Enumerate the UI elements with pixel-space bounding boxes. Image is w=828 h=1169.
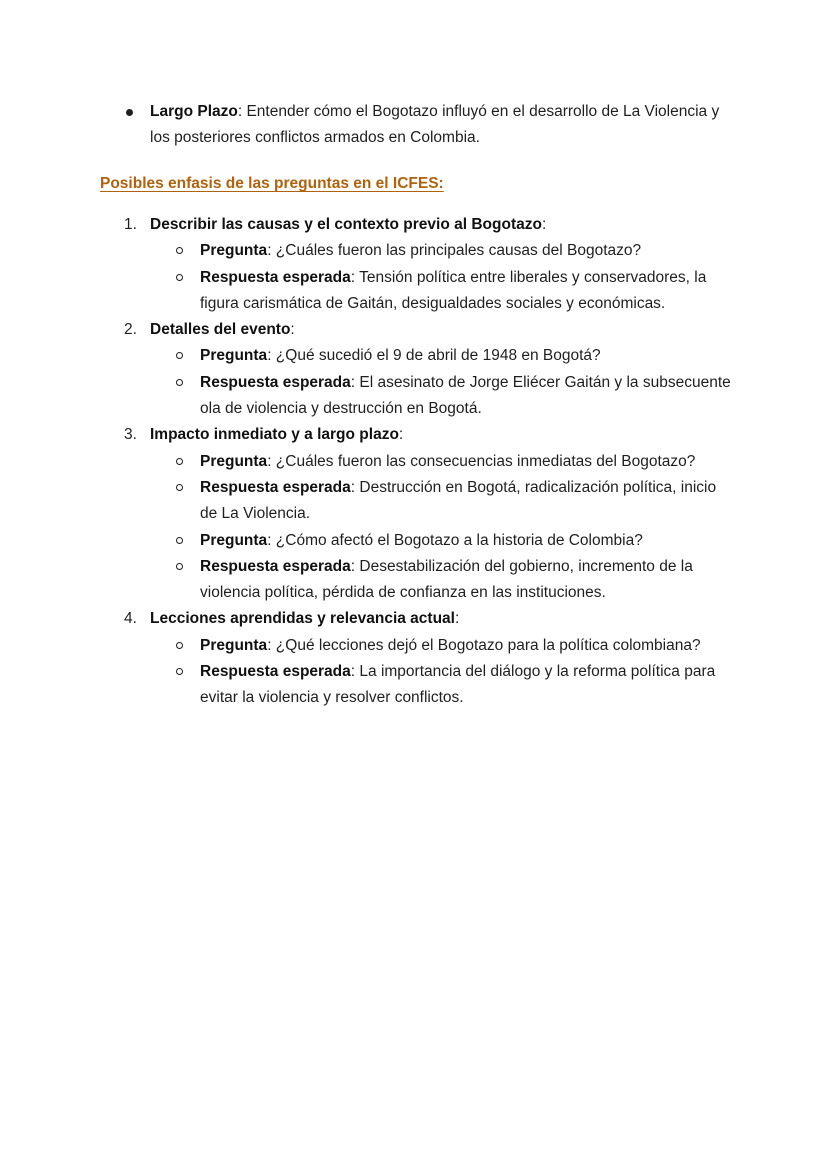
section-number: 4. xyxy=(124,610,137,628)
list-item xyxy=(124,238,734,264)
item-text: : ¿Cuáles fueron las consecuencias inmediatas del Bogotazo? xyxy=(267,452,696,470)
section-number: 3. xyxy=(124,426,137,444)
item-text: : ¿Qué sucedió el 9 de abril de 1948 en Bogotá? xyxy=(267,347,601,365)
item-text: : Destrucción en Bogotá, radicalización política, inicio de La Violencia. xyxy=(200,478,717,523)
section-title: Impacto inmediato y a largo plazo xyxy=(150,426,399,444)
item-label: Respuesta esperada xyxy=(200,478,351,496)
item-text: : La importancia del diálogo y la reforma política para evitar la violencia y resolver conflictos. xyxy=(200,663,716,707)
intro-bullet-list xyxy=(126,99,726,151)
hollow-bullet-icon xyxy=(176,274,183,281)
hollow-bullet-icon xyxy=(176,458,183,465)
list-item xyxy=(124,659,734,712)
numbered-sections xyxy=(124,212,734,712)
section-number: 2. xyxy=(124,321,137,339)
item-text: : El asesinato de Jorge Eliécer Gaitán y la subsecuente ola de violencia y destrucción en Bogotá. xyxy=(200,373,731,418)
section-4 xyxy=(124,606,734,632)
item-label: Pregunta xyxy=(200,452,268,470)
hollow-bullet-icon xyxy=(176,642,183,649)
section-title-suffix: : xyxy=(541,216,547,233)
hollow-bullet-icon xyxy=(176,668,183,675)
section-title: Describir las causas y el contexto previo al Bogotazo xyxy=(150,216,542,233)
section-3 xyxy=(124,422,734,448)
item-label: Pregunta xyxy=(200,531,268,549)
section-title: Detalles del evento xyxy=(150,321,291,339)
item-label: Pregunta xyxy=(200,347,268,365)
item-label: Respuesta esperada xyxy=(200,557,351,575)
intro-bullet-item xyxy=(126,99,726,151)
hollow-bullet-icon xyxy=(176,563,183,570)
list-item xyxy=(124,265,734,318)
section-number: 1. xyxy=(124,216,137,233)
hollow-bullet-icon xyxy=(176,379,183,386)
list-item xyxy=(124,528,734,554)
section-2 xyxy=(124,317,734,343)
list-item xyxy=(124,343,734,369)
hollow-bullet-icon xyxy=(176,247,183,254)
section-title-suffix: : xyxy=(454,610,460,628)
item-label: Pregunta xyxy=(200,636,268,654)
intro-bullet-label: Largo Plazo xyxy=(150,103,238,120)
item-text: : Tensión política entre liberales y conservadores, la figura carismática de Gaitán, desigualdades sociales y económicas. xyxy=(200,268,707,312)
item-label: Respuesta esperada xyxy=(200,268,351,286)
item-text: : Desestabilización del gobierno, incremento de la violencia política, pérdida de confianza en las instituciones. xyxy=(200,557,693,602)
section-title-suffix: : xyxy=(398,426,404,444)
item-text: : ¿Cómo afectó el Bogotazo a la historia de Colombia? xyxy=(267,531,643,549)
hollow-bullet-icon xyxy=(176,484,183,491)
hollow-bullet-icon xyxy=(176,352,183,359)
item-label: Respuesta esperada xyxy=(200,373,351,391)
list-item xyxy=(124,554,734,607)
item-text: : ¿Qué lecciones dejó el Bogotazo para la política colombiana? xyxy=(267,636,701,654)
item-text: : ¿Cuáles fueron las principales causas del Bogotazo? xyxy=(267,242,642,260)
item-label: Respuesta esperada xyxy=(200,663,351,681)
item-label: Pregunta xyxy=(200,242,268,260)
intro-bullet-text: : Entender cómo el Bogotazo influyó en el desarrollo de La Violencia y los posteriores conflictos armados en Colombia. xyxy=(150,103,720,146)
section-1 xyxy=(124,212,734,238)
list-item xyxy=(124,449,734,475)
hollow-bullet-icon xyxy=(176,537,183,544)
section-title: Lecciones aprendidas y relevancia actual xyxy=(150,610,455,628)
list-item xyxy=(124,475,734,528)
list-item xyxy=(124,370,734,423)
section-heading: Posibles enfasis de las preguntas en el ICFES: xyxy=(100,175,444,192)
section-title-suffix: : xyxy=(290,321,295,339)
bullet-dot-icon xyxy=(126,109,133,116)
list-item xyxy=(124,633,734,659)
